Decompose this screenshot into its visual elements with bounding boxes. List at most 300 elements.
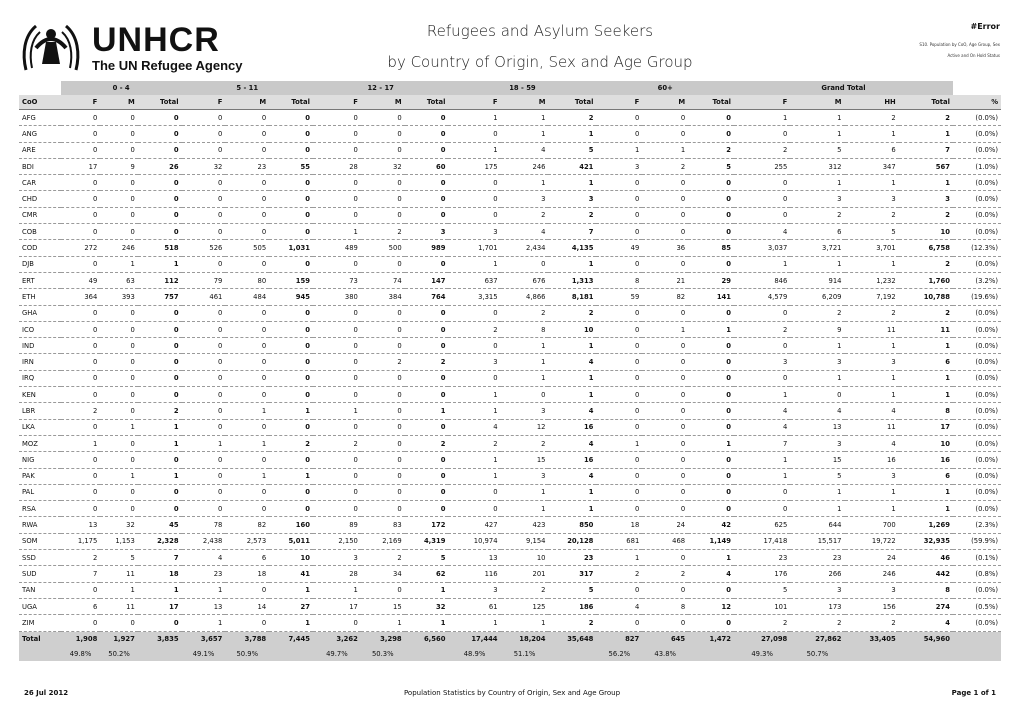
value-cell: 0 [688, 501, 734, 517]
value-cell: 518 [138, 240, 182, 256]
value-cell: 1 [845, 126, 899, 142]
value-cell: 1 [790, 370, 844, 386]
value-cell: 0 [596, 256, 642, 272]
logo-wordmark: UNHCR [92, 21, 220, 59]
value-cell: 20,128 [548, 533, 596, 549]
table-row [19, 484, 1001, 500]
value-cell: 4 [845, 435, 899, 451]
value-cell: 0 [596, 175, 642, 191]
value-cell: 0 [182, 110, 226, 126]
value-cell: 945 [269, 289, 313, 305]
value-cell: 0 [405, 370, 449, 386]
value-cell: 1 [405, 582, 449, 598]
value-cell: 0 [61, 419, 101, 435]
value-cell: 1 [448, 110, 500, 126]
value-cell: 2 [501, 305, 549, 321]
value-cell: 0 [138, 110, 182, 126]
value-cell: 2 [734, 142, 790, 158]
value-cell: 0 [642, 207, 688, 223]
country-cell: ZIM [19, 615, 61, 631]
value-cell: 914 [790, 272, 844, 288]
table-row [19, 419, 1001, 435]
value-cell: 0 [734, 305, 790, 321]
value-cell: 46 [899, 550, 953, 566]
value-cell: 11 [100, 566, 138, 582]
value-cell: 56.2% [596, 647, 642, 661]
value-cell: 15 [790, 452, 844, 468]
value-cell: 175 [448, 158, 500, 174]
value-cell: 0 [100, 175, 138, 191]
value-cell: 82 [642, 289, 688, 305]
value-cell [688, 647, 734, 661]
value-cell: 0 [100, 191, 138, 207]
value-cell: 2 [548, 615, 596, 631]
value-cell: (0.0%) [953, 354, 1001, 370]
value-cell: 0 [688, 468, 734, 484]
value-cell: 50.7% [790, 647, 844, 661]
value-cell: 1 [642, 142, 688, 158]
value-cell: 1,908 [61, 631, 101, 647]
value-cell: 1 [548, 370, 596, 386]
value-cell: 0 [688, 615, 734, 631]
value-cell: 27,862 [790, 631, 844, 647]
value-cell: 101 [734, 598, 790, 614]
country-cell: ICO [19, 321, 61, 337]
value-cell: 1 [548, 387, 596, 403]
value-cell: 49.8% [61, 647, 101, 661]
column-header: M [642, 95, 688, 110]
value-cell: 0 [596, 387, 642, 403]
report-note: S10. Population by CoO, Age Group, Sex [919, 42, 1000, 47]
table-row [19, 517, 1001, 533]
table-row [19, 305, 1001, 321]
value-cell: (0.0%) [953, 387, 1001, 403]
report-subtitle: by Country of Origin, Sex and Age Group [387, 53, 693, 71]
value-cell: 8 [899, 403, 953, 419]
country-cell: CHD [19, 191, 61, 207]
value-cell: 468 [642, 533, 688, 549]
value-cell: 1 [845, 175, 899, 191]
value-cell: 2,573 [225, 533, 269, 549]
value-cell: 347 [845, 158, 899, 174]
value-cell: 2 [361, 354, 405, 370]
value-cell: 50.2% [100, 647, 138, 661]
value-cell: 24 [642, 517, 688, 533]
value-cell: 0 [688, 338, 734, 354]
value-cell: 4 [548, 403, 596, 419]
value-cell: 0 [405, 501, 449, 517]
value-cell: (0.0%) [953, 175, 1001, 191]
value-cell: 0 [361, 110, 405, 126]
value-cell: 12 [688, 598, 734, 614]
value-cell: 0 [138, 354, 182, 370]
value-cell: 10,974 [448, 533, 500, 549]
value-cell: 17 [61, 158, 101, 174]
value-cell: 28 [313, 158, 361, 174]
value-cell: 0 [269, 338, 313, 354]
value-cell: 1,031 [269, 240, 313, 256]
value-cell: 1 [548, 175, 596, 191]
value-cell: 4 [845, 403, 899, 419]
value-cell: 0 [405, 419, 449, 435]
country-cell: MOZ [19, 435, 61, 451]
value-cell: 0 [100, 452, 138, 468]
value-cell: (0.0%) [953, 484, 1001, 500]
value-cell: 3 [501, 468, 549, 484]
value-cell: 4 [548, 435, 596, 451]
value-cell: 3 [790, 582, 844, 598]
value-cell: 27,098 [734, 631, 790, 647]
value-cell: 35,648 [548, 631, 596, 647]
value-cell: 0 [405, 321, 449, 337]
value-cell: (0.0%) [953, 321, 1001, 337]
value-cell: 3 [548, 191, 596, 207]
value-cell: 272 [61, 240, 101, 256]
column-header: M [790, 95, 844, 110]
value-cell: 0 [138, 387, 182, 403]
value-cell: 8 [899, 582, 953, 598]
value-cell: 317 [548, 566, 596, 582]
value-cell: 1 [845, 501, 899, 517]
value-cell: 0 [596, 338, 642, 354]
value-cell: 5 [845, 224, 899, 240]
value-cell: 49 [61, 272, 101, 288]
column-header: F [596, 95, 642, 110]
value-cell: 380 [313, 289, 361, 305]
value-cell: 7 [548, 224, 596, 240]
value-cell: 0 [361, 175, 405, 191]
value-cell: 312 [790, 158, 844, 174]
value-cell: 11 [845, 419, 899, 435]
value-cell: 6 [225, 550, 269, 566]
value-cell: 0 [100, 370, 138, 386]
value-cell: (0.0%) [953, 452, 1001, 468]
value-cell: 3 [501, 403, 549, 419]
value-cell: 0 [313, 468, 361, 484]
column-header: F [313, 95, 361, 110]
value-cell: (0.1%) [953, 550, 1001, 566]
value-cell: 0 [61, 468, 101, 484]
value-cell: 0 [225, 321, 269, 337]
value-cell: 2 [501, 435, 549, 451]
value-cell: 1 [448, 403, 500, 419]
value-cell: 7,445 [269, 631, 313, 647]
value-cell: 0 [596, 110, 642, 126]
value-cell: 2 [734, 615, 790, 631]
logo-subtitle: The UN Refugee Agency [92, 58, 243, 73]
value-cell: 55 [269, 158, 313, 174]
value-cell: 4 [501, 142, 549, 158]
value-cell: 1 [790, 256, 844, 272]
value-cell: 0 [596, 354, 642, 370]
value-cell: 1,153 [100, 533, 138, 549]
value-cell: 0 [225, 354, 269, 370]
value-cell: 2 [448, 435, 500, 451]
value-cell: 2 [361, 550, 405, 566]
value-cell: 0 [688, 370, 734, 386]
country-cell: SSD [19, 550, 61, 566]
value-cell: 0 [405, 142, 449, 158]
value-cell: 0 [642, 338, 688, 354]
value-cell: 1 [734, 387, 790, 403]
value-cell: (0.0%) [953, 615, 1001, 631]
value-cell: 5 [734, 582, 790, 598]
value-cell: 0 [182, 452, 226, 468]
value-cell: 0 [138, 615, 182, 631]
value-cell: (19.6%) [953, 289, 1001, 305]
value-cell: 18 [138, 566, 182, 582]
error-label: #Error [970, 22, 1000, 31]
value-cell: 2 [501, 207, 549, 223]
table-row [19, 256, 1001, 272]
value-cell: 1 [845, 370, 899, 386]
value-cell: 0 [596, 501, 642, 517]
value-cell: 1 [405, 615, 449, 631]
age-group-header [19, 81, 1001, 95]
table-row [19, 191, 1001, 207]
value-cell: 0 [448, 175, 500, 191]
value-cell: 0 [405, 468, 449, 484]
value-cell: 0 [642, 419, 688, 435]
value-cell: 4,579 [734, 289, 790, 305]
value-cell: 0 [61, 305, 101, 321]
value-cell: 32 [182, 158, 226, 174]
value-cell: 1,175 [61, 533, 101, 549]
value-cell: 0 [61, 582, 101, 598]
value-cell: 0 [225, 501, 269, 517]
value-cell: 0 [100, 126, 138, 142]
value-cell: 0 [734, 175, 790, 191]
value-cell: 1,701 [448, 240, 500, 256]
value-cell: 0 [269, 321, 313, 337]
value-cell: 63 [100, 272, 138, 288]
value-cell: 10 [269, 550, 313, 566]
value-cell: 2,169 [361, 533, 405, 549]
value-cell: 5 [100, 550, 138, 566]
value-cell: 0 [313, 419, 361, 435]
value-cell: (0.0%) [953, 338, 1001, 354]
value-cell: 2 [899, 305, 953, 321]
value-cell: 274 [899, 598, 953, 614]
value-cell: 0 [225, 370, 269, 386]
value-cell: 500 [361, 240, 405, 256]
value-cell: 2 [405, 354, 449, 370]
country-cell: COB [19, 224, 61, 240]
value-cell: 0 [182, 224, 226, 240]
value-cell: 0 [225, 387, 269, 403]
value-cell: 4,135 [548, 240, 596, 256]
column-header: Total [269, 95, 313, 110]
unhcr-logo [20, 20, 250, 74]
value-cell: 0 [138, 175, 182, 191]
value-cell: 2 [61, 403, 101, 419]
value-cell: (0.0%) [953, 207, 1001, 223]
value-cell: 1 [548, 126, 596, 142]
value-cell [405, 647, 449, 661]
value-cell: 1 [501, 354, 549, 370]
value-cell: 3,262 [313, 631, 361, 647]
value-cell: 4,319 [405, 533, 449, 549]
value-cell: 2 [501, 582, 549, 598]
group-grand-total: Grand Total [734, 81, 953, 95]
value-cell: 0 [61, 256, 101, 272]
value-cell: 0 [269, 142, 313, 158]
value-cell: 54,960 [899, 631, 953, 647]
value-cell: 364 [61, 289, 101, 305]
value-cell: 0 [790, 387, 844, 403]
value-cell: 0 [138, 142, 182, 158]
value-cell: 1 [313, 403, 361, 419]
value-cell: 0 [313, 387, 361, 403]
value-cell: 0 [138, 321, 182, 337]
value-cell: 3 [790, 435, 844, 451]
value-cell: 0 [100, 354, 138, 370]
value-cell: 49.7% [313, 647, 361, 661]
value-cell: 11 [899, 321, 953, 337]
value-cell: 50.9% [225, 647, 269, 661]
value-cell: 0 [642, 370, 688, 386]
value-cell: 1 [596, 142, 642, 158]
value-cell: 10,788 [899, 289, 953, 305]
value-cell: 2 [313, 435, 361, 451]
value-cell: 173 [790, 598, 844, 614]
value-cell: 28 [313, 566, 361, 582]
value-cell: 0 [225, 484, 269, 500]
value-cell [953, 631, 1001, 647]
value-cell: 0 [225, 615, 269, 631]
value-cell: 0 [361, 419, 405, 435]
value-cell: 637 [448, 272, 500, 288]
value-cell: 1 [361, 615, 405, 631]
value-cell: 27 [269, 598, 313, 614]
table-row [19, 272, 1001, 288]
value-cell: 0 [642, 452, 688, 468]
value-cell: 74 [361, 272, 405, 288]
value-cell: 1 [269, 468, 313, 484]
value-cell: 1,149 [688, 533, 734, 549]
value-cell: 43.8% [642, 647, 688, 661]
value-cell: 1 [548, 256, 596, 272]
value-cell: 0 [61, 484, 101, 500]
country-cell: COD [19, 240, 61, 256]
value-cell: 1,927 [100, 631, 138, 647]
country-cell: ETH [19, 289, 61, 305]
value-cell: 2 [734, 321, 790, 337]
value-cell: 850 [548, 517, 596, 533]
value-cell: 1 [790, 175, 844, 191]
value-cell: 13 [61, 517, 101, 533]
value-cell: 2 [548, 207, 596, 223]
value-cell: 246 [100, 240, 138, 256]
table-row [19, 175, 1001, 191]
value-cell: 2 [361, 224, 405, 240]
value-cell: (0.0%) [953, 403, 1001, 419]
value-cell: 4 [734, 419, 790, 435]
value-cell: 0 [405, 452, 449, 468]
value-cell: 0 [182, 142, 226, 158]
value-cell: 62 [405, 566, 449, 582]
value-cell: 0 [642, 175, 688, 191]
table-row [19, 598, 1001, 614]
value-cell: 1 [845, 484, 899, 500]
value-cell: 5 [548, 582, 596, 598]
value-cell: 567 [899, 158, 953, 174]
value-cell: (0.0%) [953, 110, 1001, 126]
footer-page: Page 1 of 1 [951, 689, 996, 697]
value-cell: 3,037 [734, 240, 790, 256]
value-cell: 427 [448, 517, 500, 533]
value-cell: 6,209 [790, 289, 844, 305]
value-cell: 1 [899, 484, 953, 500]
value-cell: 0 [688, 305, 734, 321]
table-row [19, 468, 1001, 484]
value-cell: 0 [269, 224, 313, 240]
value-cell: (0.0%) [953, 142, 1001, 158]
value-cell: 0 [448, 370, 500, 386]
value-cell: 0 [596, 582, 642, 598]
value-cell: 0 [225, 338, 269, 354]
value-cell: (0.0%) [953, 501, 1001, 517]
value-cell: 0 [688, 191, 734, 207]
group-0-4: 0 - 4 [61, 81, 182, 95]
value-cell: 4 [182, 550, 226, 566]
value-cell: 8 [642, 598, 688, 614]
value-cell: 17 [313, 598, 361, 614]
value-cell: 0 [138, 224, 182, 240]
value-cell: 33,405 [845, 631, 899, 647]
value-cell: 0 [269, 175, 313, 191]
value-cell: 0 [734, 484, 790, 500]
value-cell: 0 [734, 501, 790, 517]
value-cell: 1 [448, 615, 500, 631]
value-cell: 32 [100, 517, 138, 533]
value-cell: 0 [448, 338, 500, 354]
value-cell: 172 [405, 517, 449, 533]
value-cell: 2 [448, 321, 500, 337]
table-row [19, 142, 1001, 158]
value-cell: 0 [313, 354, 361, 370]
value-cell: 18 [225, 566, 269, 582]
value-cell: 4 [596, 598, 642, 614]
value-cell: 4 [790, 403, 844, 419]
value-cell: 0 [313, 370, 361, 386]
value-cell: 48.9% [448, 647, 500, 661]
value-cell: 0 [361, 338, 405, 354]
value-cell: 32 [405, 598, 449, 614]
value-cell: 0 [100, 224, 138, 240]
value-cell: 83 [361, 517, 405, 533]
value-cell: 12 [501, 419, 549, 435]
value-cell: 0 [734, 126, 790, 142]
value-cell: 0 [225, 582, 269, 598]
value-cell [845, 647, 899, 661]
value-cell: 4 [548, 354, 596, 370]
value-cell: 1 [790, 110, 844, 126]
value-cell: 3,721 [790, 240, 844, 256]
value-cell: 0 [182, 321, 226, 337]
value-cell: 5 [790, 468, 844, 484]
country-cell: PAL [19, 484, 61, 500]
value-cell: 0 [642, 224, 688, 240]
value-cell: 0 [61, 142, 101, 158]
table-row [19, 240, 1001, 256]
value-cell: 1 [182, 615, 226, 631]
value-cell: 0 [405, 175, 449, 191]
value-cell: 3 [845, 191, 899, 207]
value-cell: 681 [596, 533, 642, 549]
value-cell: 1 [225, 435, 269, 451]
value-cell: 0 [501, 387, 549, 403]
